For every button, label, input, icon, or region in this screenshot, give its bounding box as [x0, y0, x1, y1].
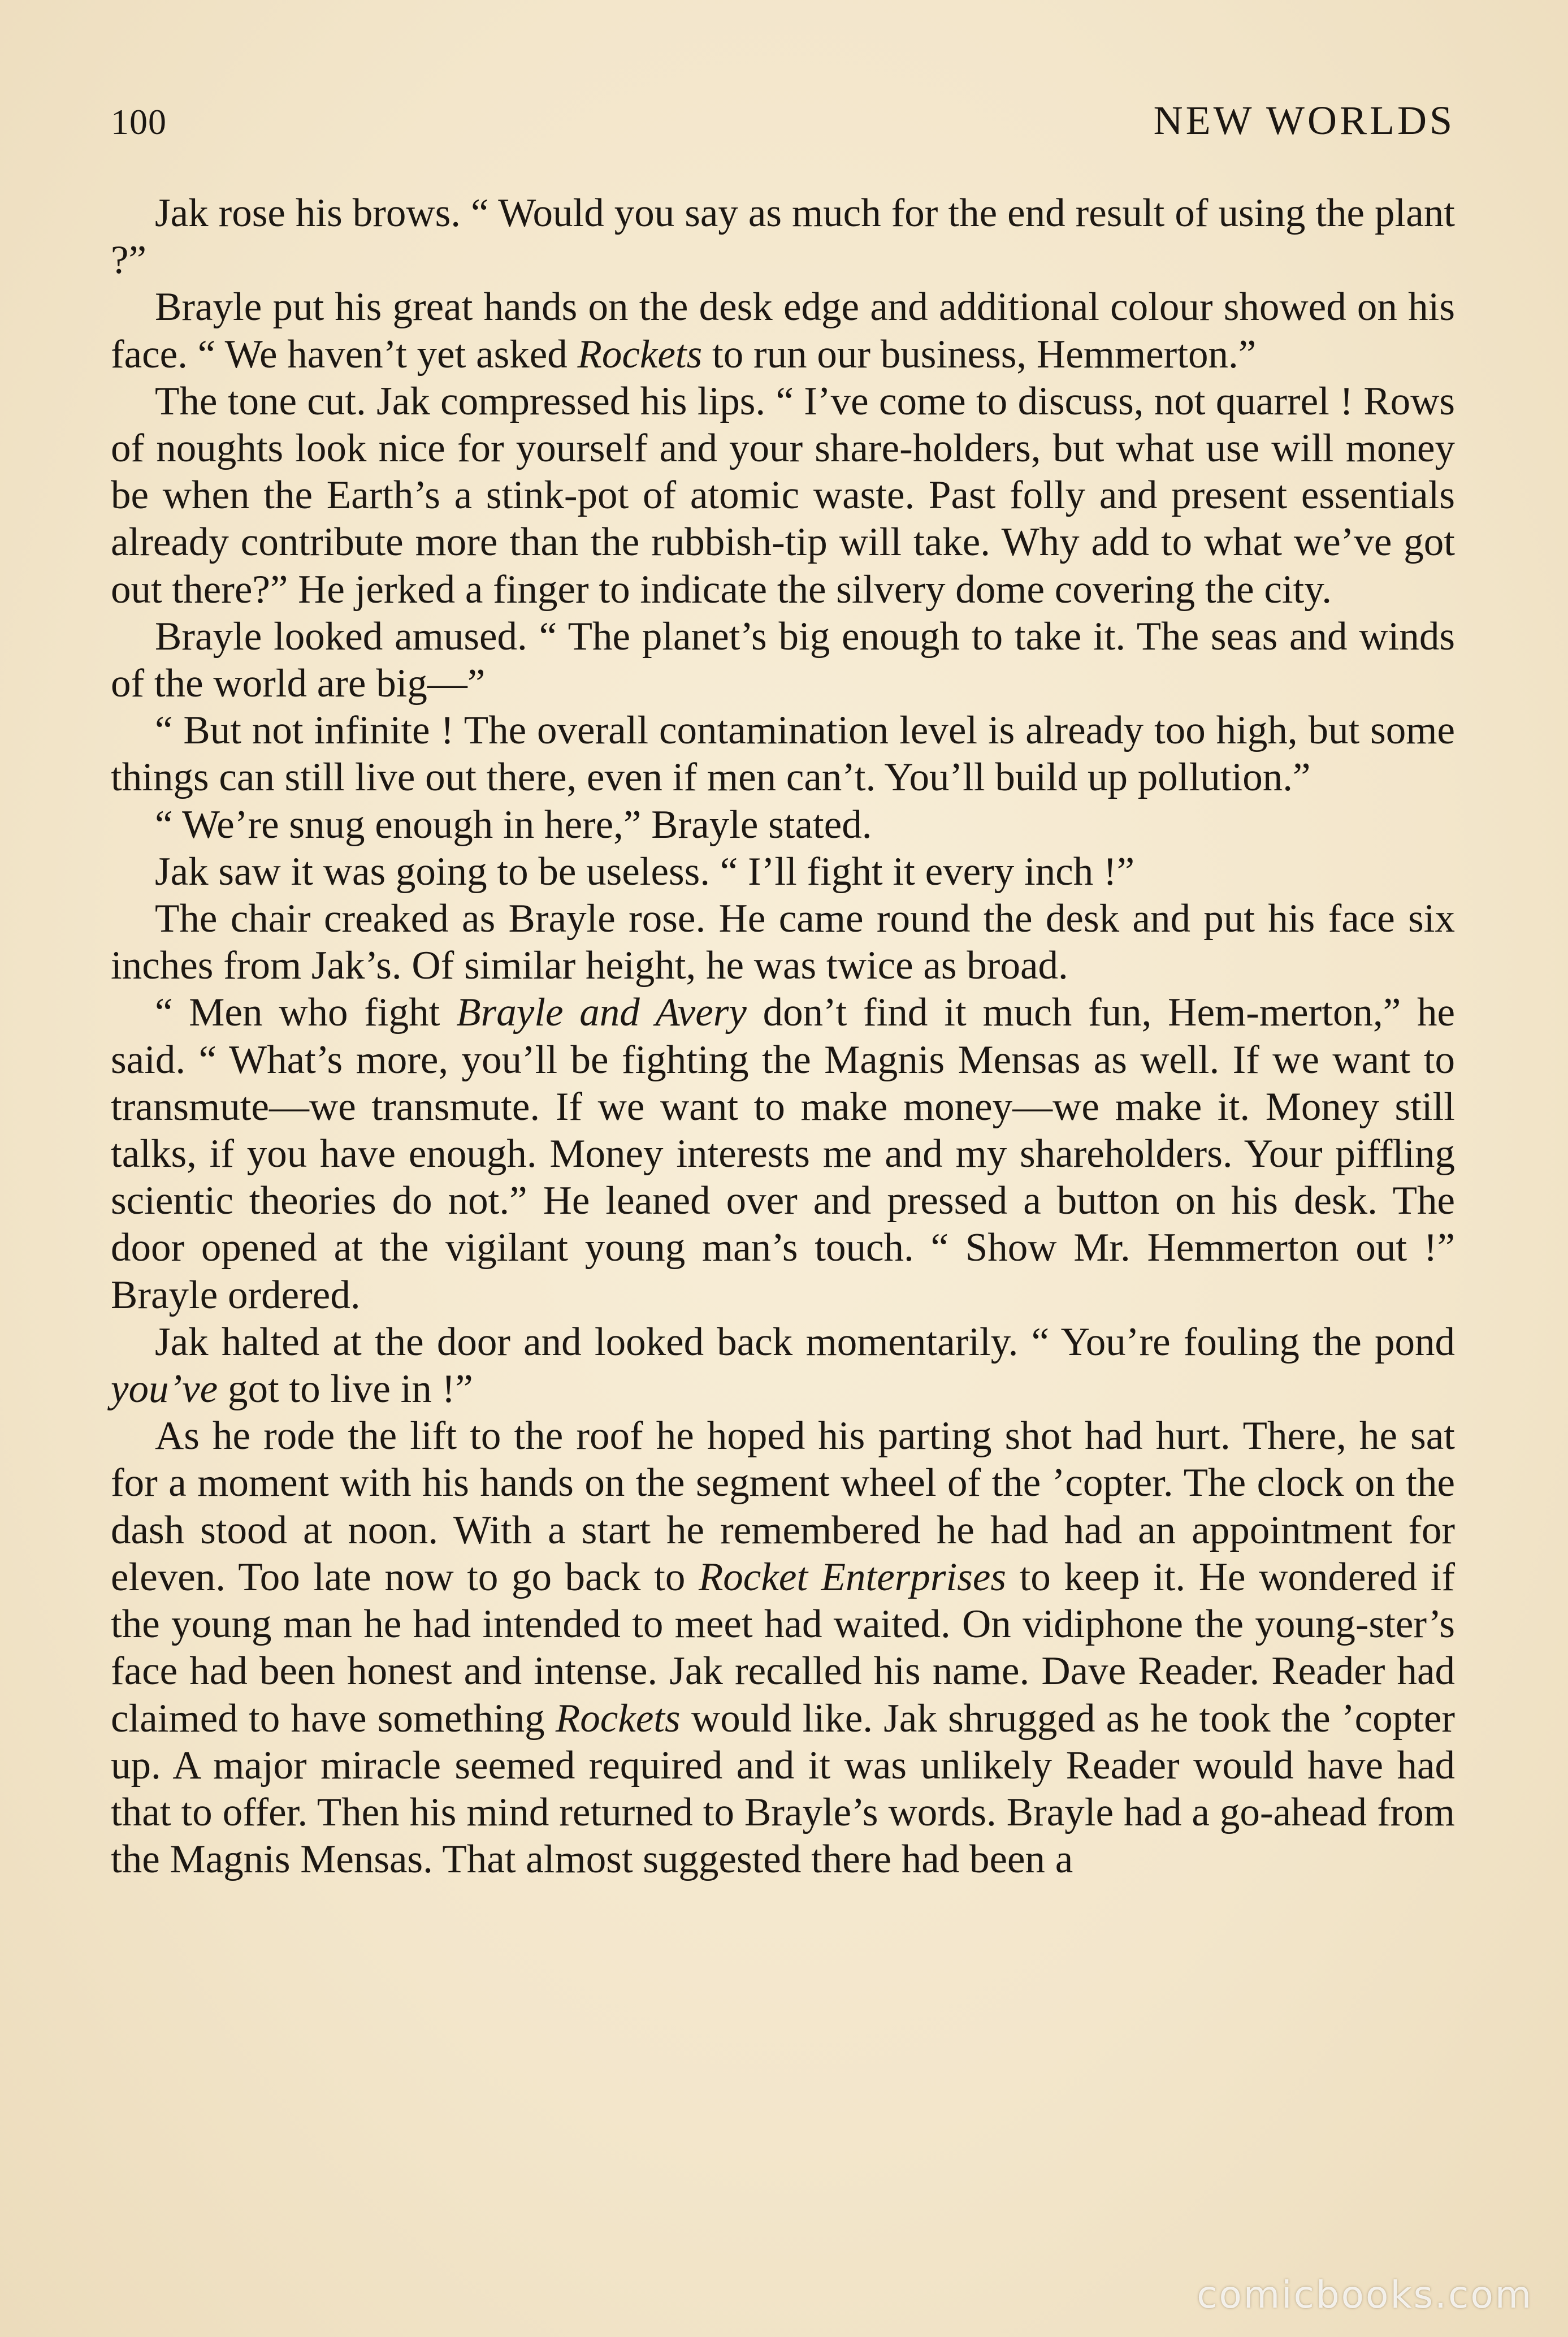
text-run: Jak halted at the door and looked back momentarily. “ You’re fouling the pond: [155, 1319, 1455, 1364]
text-run: The chair creaked as Brayle rose. He came round the desk and put his face six inches from Jak’s. Of similar height, he was twice as broad.: [111, 897, 1455, 988]
text-run: The tone cut. Jak compressed his lips. “ I’ve come to discuss, not quarrel ! Rows of noughts look nice for yourself and your share-holders, but what use will money be when the Earth’s a stink-pot of atomic waste. Past folly and present essentials already contribute more than the rubbish-tip will take. Why add to what we’ve got out there?” He jerked a finger to indicate the silvery dome covering the city.: [111, 379, 1455, 612]
text-run: to keep it. He wondered if the young man he had intended to meet had waited. On vidiphone the young-ster’s face had been honest and intense. Jak recalled his name. Dave Reader. Reader had claimed to have something: [111, 1555, 1455, 1741]
paragraph: [111, 1319, 1455, 1413]
text-run: Brayle looked amused. “ The planet’s big enough to take it. The seas and winds of the world are big—”: [111, 614, 1455, 706]
watermark: comicbooks.com: [1197, 2273, 1533, 2317]
text-run: to run our business, Hemmerton.”: [702, 332, 1257, 376]
paragraph: [111, 849, 1455, 895]
italic-text: Brayle and Avery: [456, 990, 747, 1035]
text-run: “ But not infinite ! The overall contamination level is already too high, but some things can still live out there, even if men can’t. You’ll build up pollution.”: [111, 708, 1455, 800]
text-run: got to live in !”: [218, 1367, 473, 1412]
text-run: Jak rose his brows. “ Would you say as much for the end result of using the plant ?”: [111, 191, 1455, 283]
italic-text: Rockets: [577, 332, 703, 376]
paragraph: [111, 989, 1455, 1318]
text-run: would like. Jak shrugged as he took the ’copter up. A major miracle seemed required and it was unlikely Reader would have had that to offer. Then his mind returned to Brayle’s words. Brayle had a go-ahead from the Magnis Mensas. That almost suggested there had been a: [111, 1696, 1456, 1882]
paragraph: [111, 895, 1455, 989]
text-run: Brayle put his great hands on the desk edge and additional colour showed on his face. “ We haven’t yet asked: [111, 285, 1455, 376]
running-title: NEW WORLDS: [1153, 98, 1455, 143]
italic-text: Rocket Enterprises: [698, 1555, 1007, 1599]
page-number: 100: [111, 102, 167, 142]
paragraph: [111, 613, 1455, 707]
italic-text: Rockets: [555, 1696, 681, 1741]
paragraph: [111, 707, 1455, 801]
body-text: [111, 190, 1455, 1883]
text-run: Jak saw it was going to be useless. “ I’ll fight it every inch !”: [155, 849, 1135, 894]
text-run: “ We’re snug enough in here,” Brayle stated.: [155, 802, 872, 847]
paragraph: [111, 284, 1455, 378]
paragraph: [111, 1413, 1455, 1883]
text-run: “ Men who fight: [155, 990, 457, 1035]
paragraph: [111, 802, 1455, 849]
running-head: [111, 97, 1455, 154]
text-run: As he rode the lift to the roof he hoped his parting shot had hurt. There, he sat for a moment with his hands on the segment wheel of the ’copter. The clock on the dash stood at noon. With a start he remembered he had had an appointment for eleven. Too late now to go back to: [111, 1414, 1455, 1599]
paragraph: [111, 378, 1455, 613]
text-run: don’t find it much fun, Hem-merton,” he said. “ What’s more, you’ll be fighting the Magnis Mensas as well. If we want to transmute—we transmute. If we want to make money—we make it. Money still talks, if you have enough. Money interests me and my shareholders. Your piffling scientic theories do not.” He leaned over and pressed a button on his desk. The door opened at the vigilant young man’s touch. “ Show Mr. Hemmerton out !” Brayle ordered.: [111, 990, 1456, 1317]
paragraph: [111, 190, 1455, 284]
italic-text: you’ve: [111, 1367, 218, 1412]
